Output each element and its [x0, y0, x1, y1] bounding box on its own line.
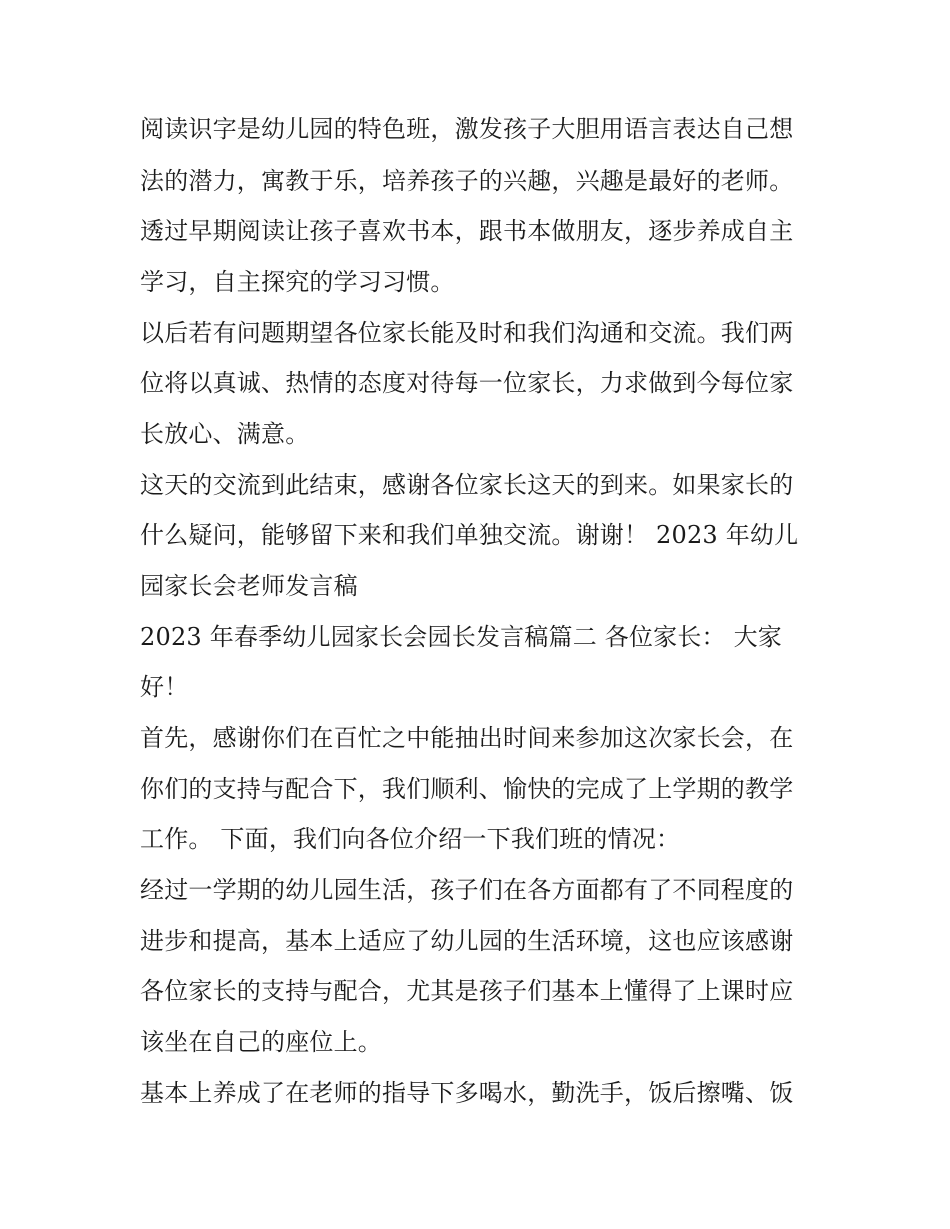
text-line: 学习，自主探究的学习习惯。	[140, 268, 455, 296]
text-line: 长放心、满意。	[140, 420, 310, 448]
text-line: 以后若有问题期望各位家长能及时和我们沟通和交流。我们两	[140, 319, 794, 347]
text-line: 好！	[140, 673, 189, 701]
text-line: 基本上养成了在老师的指导下多喝水，勤洗手，饭后擦嘴、饭	[140, 1079, 794, 1107]
text-line: 各位家长的支持与配合，尤其是孩子们基本上懂得了上课时应	[140, 977, 794, 1005]
text-line: 法的潜力，寓教于乐，培养孩子的兴趣，兴趣是最好的老师。	[140, 167, 794, 195]
text-line: 透过早期阅读让孩子喜欢书本，跟书本做朋友，逐步养成自主	[140, 217, 794, 245]
text-line: 进步和提高，基本上适应了幼儿园的生活环境，这也应该感谢	[140, 927, 794, 955]
text-line: 经过一学期的幼儿园生活，孩子们在各方面都有了不同程度的	[140, 876, 794, 904]
text-line: 什么疑问，能够留下来和我们单独交流。谢谢！ 2023 年幼儿	[140, 521, 799, 549]
text-line: 工作。 下面，我们向各位介绍一下我们班的情况：	[140, 825, 681, 853]
text-line: 该坐在自己的座位上。	[140, 1028, 382, 1056]
text-line: 这天的交流到此结束，感谢各位家长这天的到来。如果家长的	[140, 471, 794, 499]
text-line: 你们的支持与配合下，我们顺利、愉快的完成了上学期的教学	[140, 775, 794, 803]
text-line: 园家长会老师发言稿	[140, 572, 358, 600]
text-line: 2023 年春季幼儿园家长会园长发言稿篇二 各位家长： 大家	[140, 623, 782, 651]
text-line: 阅读识字是幼儿园的特色班，激发孩子大胆用语言表达自己想	[140, 115, 794, 143]
text-line: 首先，感谢你们在百忙之中能抽出时间来参加这次家长会，在	[140, 724, 794, 752]
text-line: 位将以真诚、热情的态度对待每一位家长，力求做到今每位家	[140, 369, 794, 397]
